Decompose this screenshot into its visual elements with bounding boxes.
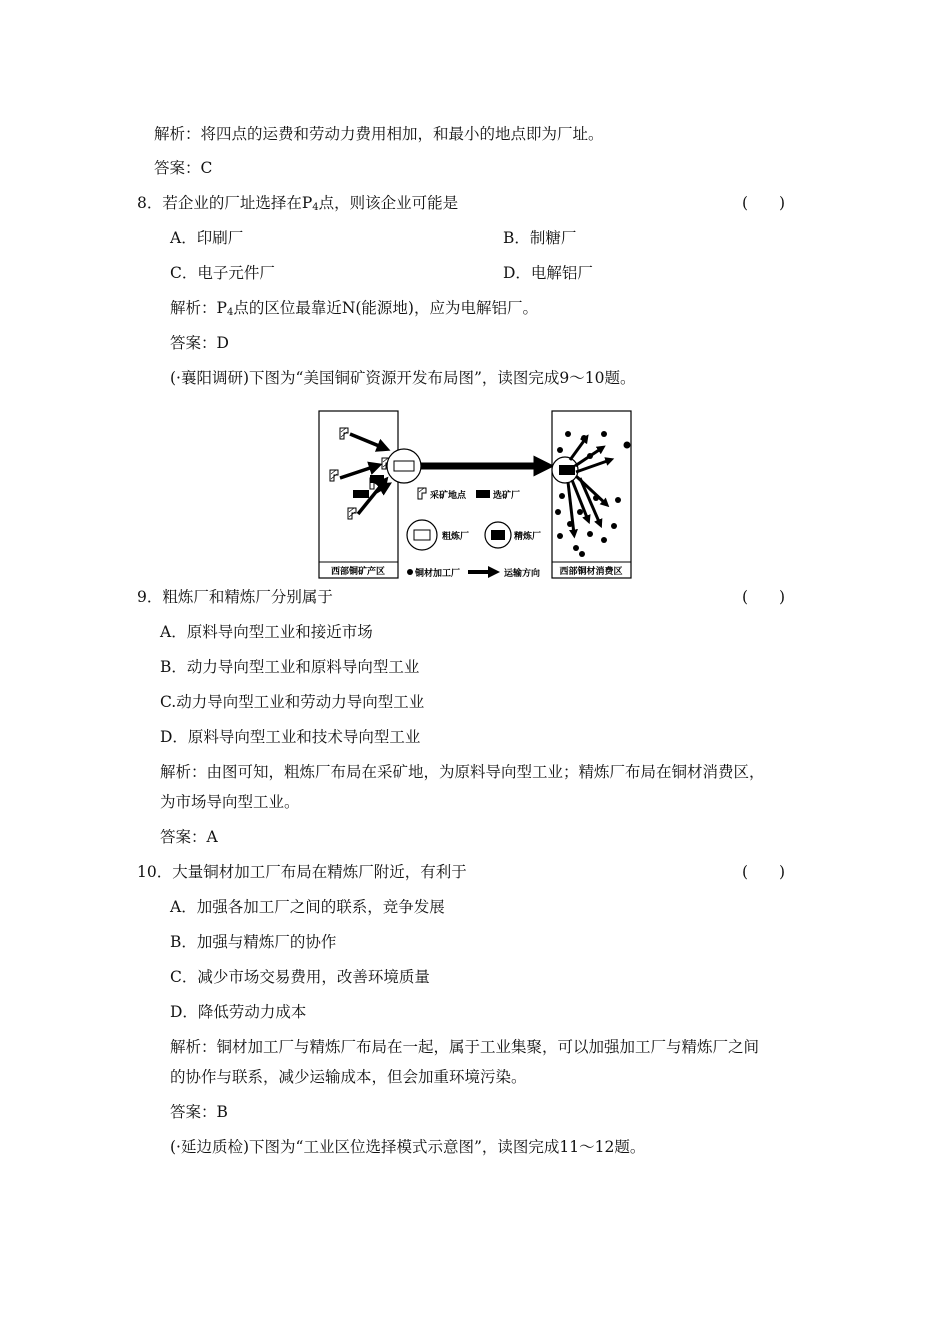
legend-dressing: 选矿厂 xyxy=(493,491,521,501)
dressing-plant-icon-2 xyxy=(370,475,384,483)
dressing-plant-icon xyxy=(353,490,369,498)
q8-option-c: C．电子元件厂 xyxy=(170,264,275,282)
q8-option-b: B．制糖厂 xyxy=(503,229,577,247)
legend-transport: 运输方向 xyxy=(504,569,541,579)
legend-rough: 粗炼厂 xyxy=(442,532,470,542)
q10-analysis-line2: 的协作与联系，减少运输成本，但会加重环境污染。 xyxy=(170,1068,527,1086)
q8-option-a: A．印刷厂 xyxy=(170,229,244,247)
intro-11-12: (·延边质检)下图为“工业区位选择模式示意图”，读图完成11～12题。 xyxy=(170,1138,646,1156)
mining-region-label: 西部铜矿产区 xyxy=(330,567,386,577)
q9-option-d: D．原料导向型工业和技术导向型工业 xyxy=(160,728,421,746)
q9-answer-paren: ( ) xyxy=(742,588,786,606)
consumption-region-label: 西部铜材消费区 xyxy=(559,567,623,577)
q10-answer: 答案：B xyxy=(170,1103,228,1121)
q9-analysis-line2: 为市场导向型工业。 xyxy=(160,793,300,811)
legend-mining: 采矿地点 xyxy=(430,491,467,501)
q10-analysis-line1: 解析：铜材加工厂与精炼厂布局在一起，属于工业集聚，可以加强加工厂与精炼厂之间 xyxy=(170,1038,760,1056)
q8-stem: 8．若企业的厂址选择在$P_4$点，则该企业可能是 xyxy=(137,194,459,213)
q9-option-c: C.动力导向型工业和劳动力导向型工业 xyxy=(160,693,425,711)
q7-analysis: 解析：将四点的运费和劳动力费用相加，和最小的地点即为厂址。 xyxy=(154,125,604,143)
legend-processing: 铜材加工厂 xyxy=(415,569,461,579)
q10-option-d: D．降低劳动力成本 xyxy=(170,1003,307,1021)
figure-legend xyxy=(407,488,541,579)
q9-answer: 答案：A xyxy=(160,828,218,846)
q8-analysis: 解析：$P_4$点的区位最靠近N(能源地)，应为电解铝厂。 xyxy=(170,299,538,318)
q7-answer: 答案：C xyxy=(154,159,213,177)
intro-9-10: (·襄阳调研)下图为“美国铜矿资源开发布局图”，读图完成9～10题。 xyxy=(170,369,636,387)
q10-answer-paren: ( ) xyxy=(742,863,786,881)
q10-stem: 10．大量铜材加工厂布局在精炼厂附近，有利于 xyxy=(137,863,467,881)
q8-answer: 答案：D xyxy=(170,334,229,352)
q10-option-a: A．加强各加工厂之间的联系，竞争发展 xyxy=(170,898,445,916)
q9-analysis-line1: 解析：由图可知，粗炼厂布局在采矿地，为原料导向型工业；精炼厂布局在铜材消费区， xyxy=(160,763,765,781)
q9-option-a: A．原料导向型工业和接近市场 xyxy=(160,623,373,641)
q9-option-b: B．动力导向型工业和原料导向型工业 xyxy=(160,658,420,676)
copper-layout-figure xyxy=(318,408,632,580)
q9-stem: 9．粗炼厂和精炼厂分别属于 xyxy=(137,588,333,606)
legend-refine: 精炼厂 xyxy=(514,532,542,542)
q10-option-b: B．加强与精炼厂的协作 xyxy=(170,933,337,951)
q10-option-c: C．减少市场交易费用，改善环境质量 xyxy=(170,968,430,986)
q8-answer-paren: ( ) xyxy=(742,194,786,212)
q8-option-d: D．电解铝厂 xyxy=(503,264,593,282)
